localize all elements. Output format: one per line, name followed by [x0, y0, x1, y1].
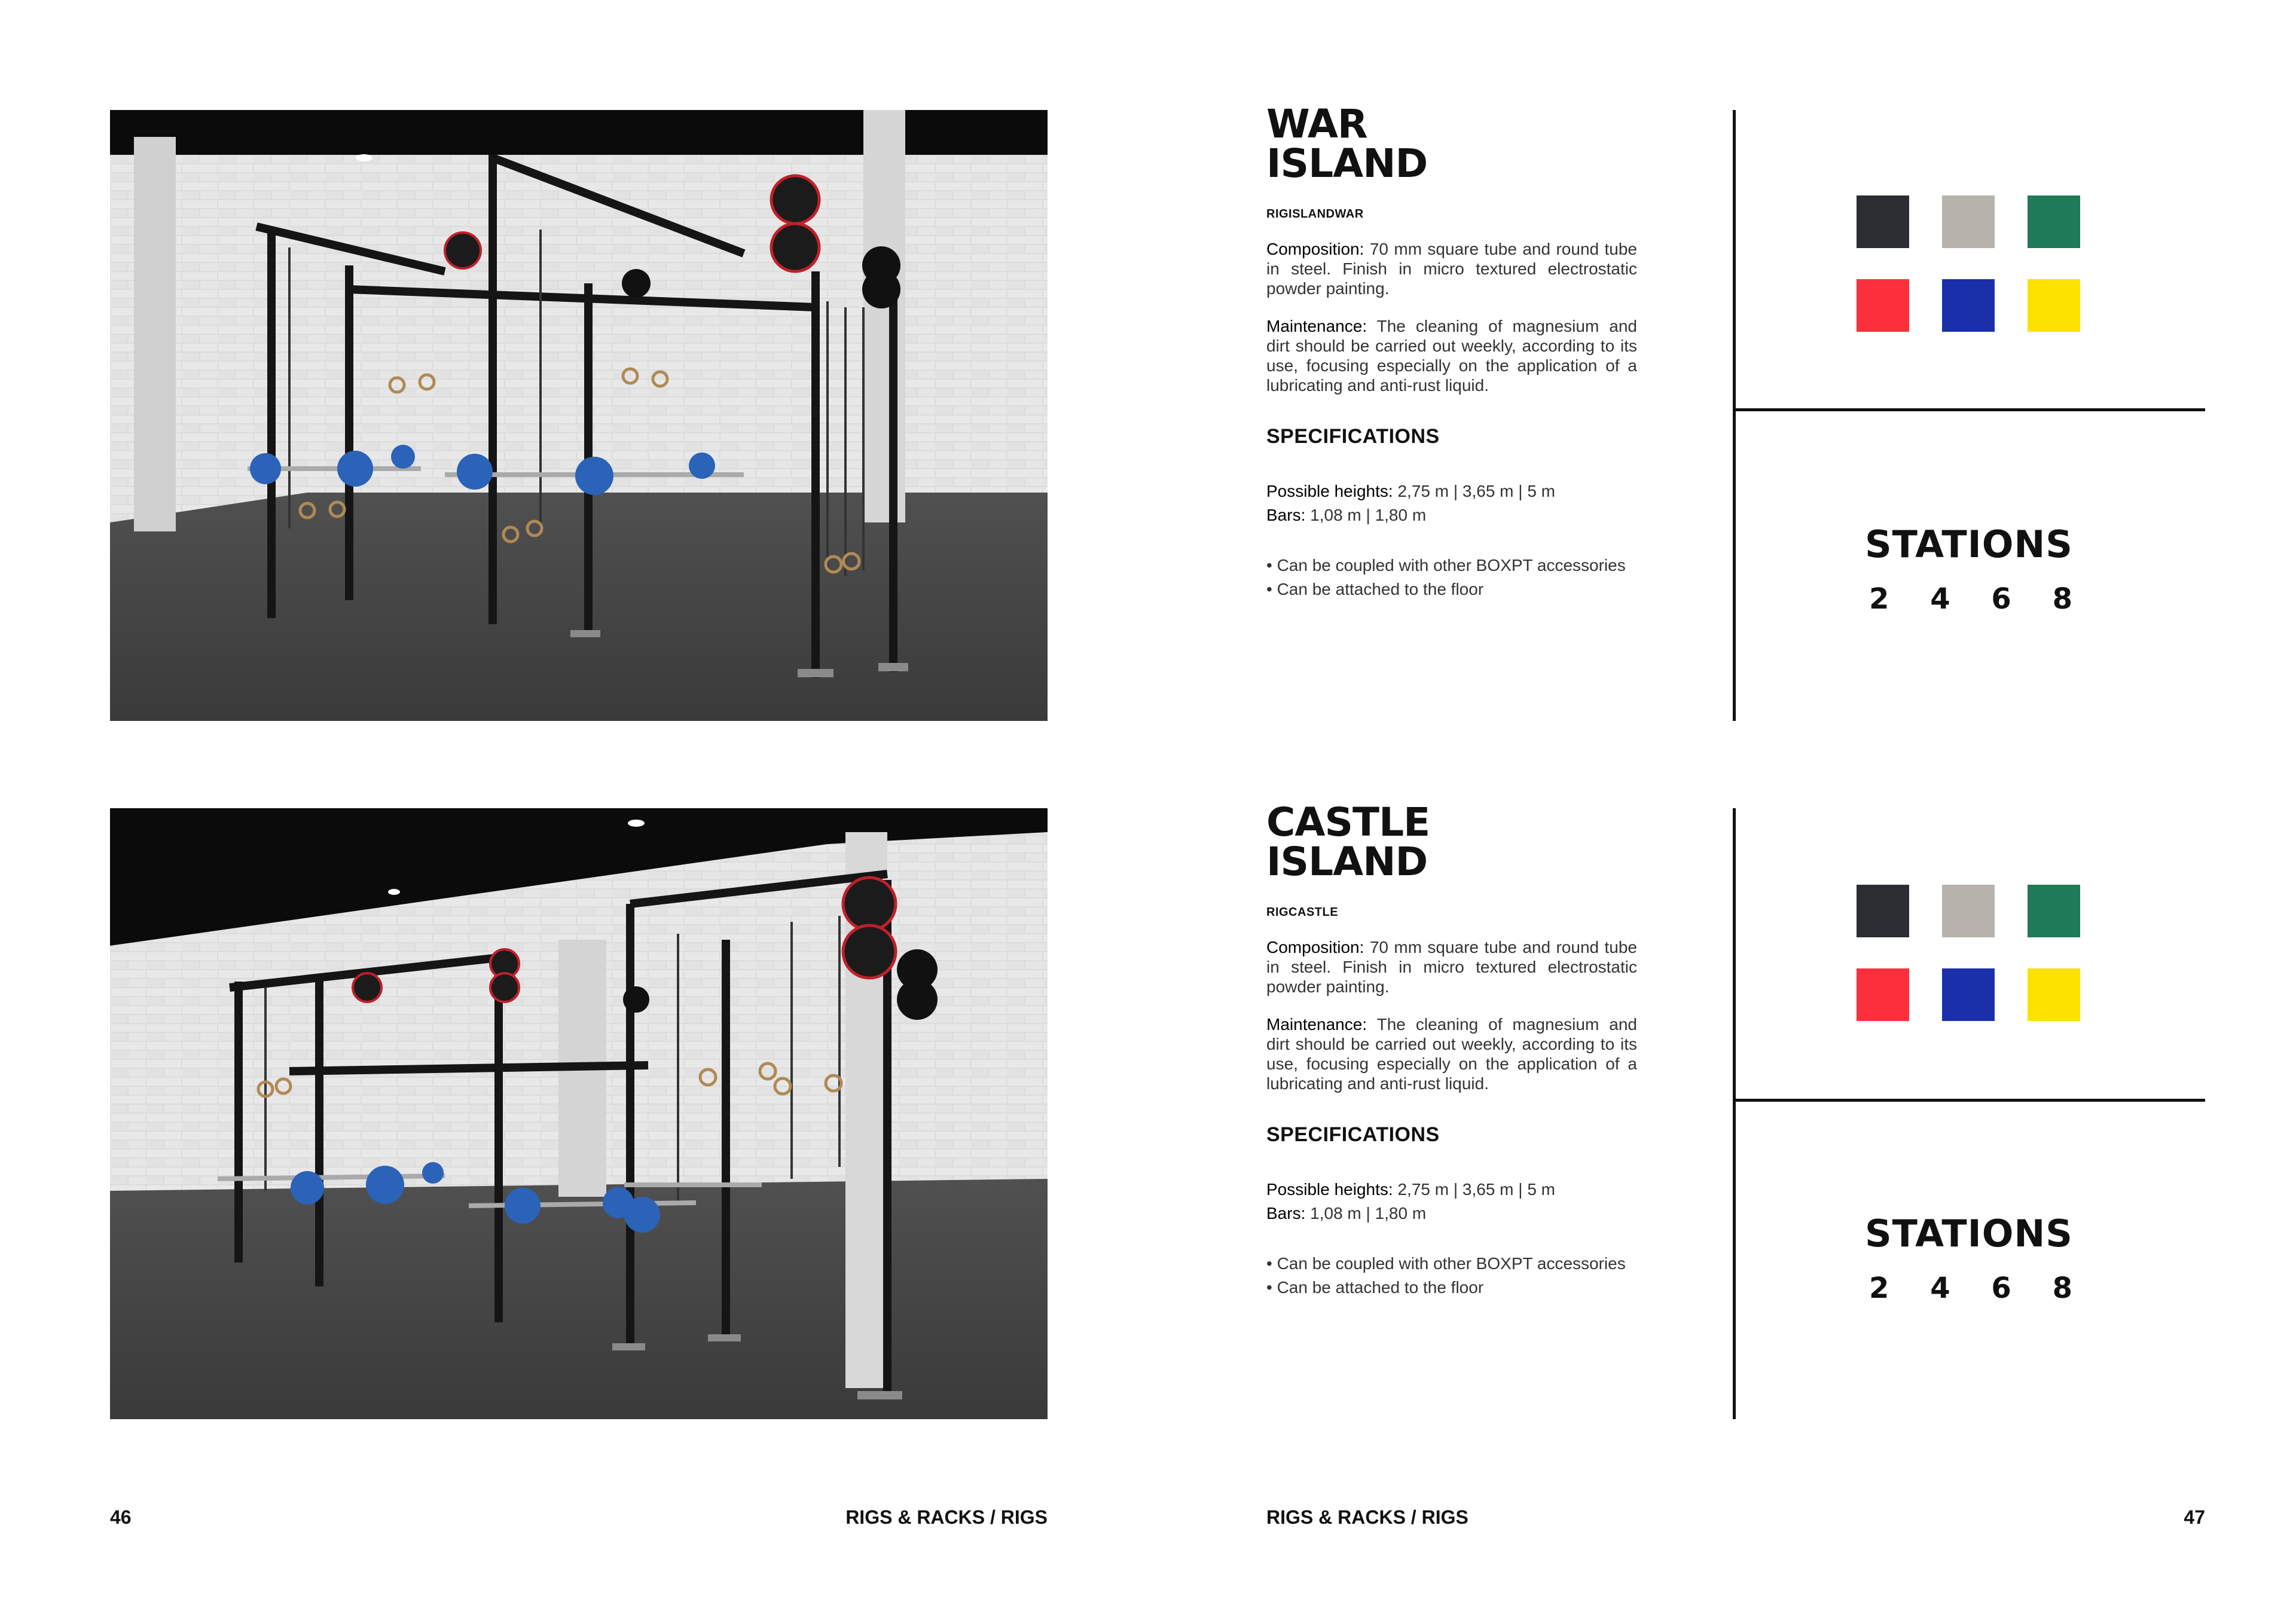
- maintenance-text: The cleaning of magnesium and dirt should be carried out weekly, according to its use, focusing especially on the application of a lubricating and anti-rust liquid.: [1266, 1015, 1637, 1093]
- heights-label: Possible heights:: [1266, 482, 1393, 500]
- divider-horizontal: [1733, 1099, 2205, 1102]
- composition-paragraph: [1266, 937, 1637, 997]
- station-count: 2: [1869, 582, 1889, 616]
- section-label-right: RIGS & RACKS / RIGS: [1266, 1506, 1468, 1528]
- color-swatch: [1857, 279, 1909, 332]
- feature-bullet: • Can be attached to the floor: [1266, 580, 1484, 598]
- product-photo-war-island: [110, 110, 1048, 721]
- composition-text: 70 mm square tube and round tube in steel. Finish in micro textured electrostatic powder painting.: [1266, 240, 1637, 298]
- product-title-line-1: CASTLE: [1266, 799, 1430, 845]
- color-swatch: [1942, 885, 1995, 937]
- station-count: 6: [1991, 1271, 2011, 1305]
- product-war-island: [0, 0, 2296, 616]
- color-swatch: [1857, 195, 1909, 248]
- specifications-list: [1266, 1178, 1637, 1225]
- maintenance-label: Maintenance:: [1266, 317, 1367, 335]
- bars-line: [1266, 1202, 1637, 1225]
- heights-value: 2,75 m | 3,65 m | 5 m: [1393, 482, 1556, 500]
- color-swatch: [1857, 885, 1909, 937]
- bars-value: 1,08 m | 1,80 m: [1305, 506, 1427, 524]
- maintenance-paragraph: [1266, 316, 1637, 395]
- composition-text: 70 mm square tube and round tube in steel. Finish in micro textured electrostatic powder painting.: [1266, 938, 1637, 996]
- product-title: [1266, 101, 1637, 187]
- section-label-left: RIGS & RACKS / RIGS: [845, 1506, 1048, 1528]
- page-number-right: 47: [2184, 1506, 2205, 1528]
- feature-bullet: • Can be coupled with other BOXPT accessories: [1266, 1254, 1626, 1273]
- heights-label: Possible heights:: [1266, 1180, 1393, 1199]
- product-title-line-2: ISLAND: [1266, 839, 1428, 885]
- product-title-line-1: WAR: [1266, 101, 1367, 147]
- station-count: 2: [1869, 1271, 1889, 1305]
- feature-bullet: • Can be attached to the floor: [1266, 1278, 1484, 1297]
- product-info-castle-island: [1266, 799, 1637, 1300]
- rig-render-illustration: [110, 808, 1048, 1419]
- station-count: 8: [2052, 582, 2072, 616]
- feature-bullets: [1266, 1252, 1637, 1300]
- bars-line: [1266, 503, 1637, 527]
- stations-title: STATIONS: [1865, 522, 2073, 566]
- color-swatch: [2028, 885, 2080, 937]
- divider-vertical: [1733, 110, 1736, 721]
- product-title-line-2: ISLAND: [1266, 140, 1428, 187]
- product-photo-castle-island: [110, 808, 1048, 1419]
- color-swatch: [2028, 195, 2080, 248]
- heights-line: [1266, 479, 1637, 503]
- composition-label: Composition:: [1266, 938, 1364, 956]
- bars-label: Bars:: [1266, 506, 1306, 524]
- specifications-list: [1266, 479, 1637, 527]
- station-count: 4: [1930, 582, 1950, 616]
- options-panel-castle-island: [1733, 808, 2205, 1419]
- station-count: 6: [1991, 582, 2011, 616]
- color-swatch: [1942, 968, 1995, 1021]
- divider-horizontal: [1733, 408, 2205, 411]
- specifications-title: SPECIFICATIONS: [1266, 425, 1440, 448]
- options-panel-war-island: [1733, 110, 2205, 721]
- composition-label: Composition:: [1266, 240, 1364, 258]
- maintenance-text: The cleaning of magnesium and dirt should be carried out weekly, according to its use, focusing especially on the application of a lubricating and anti-rust liquid.: [1266, 317, 1637, 395]
- stations-options: [1869, 1271, 2072, 1305]
- rig-render-illustration: [110, 110, 1048, 721]
- page-number-left: 46: [110, 1506, 132, 1528]
- station-count: 4: [1930, 1271, 1950, 1305]
- specifications-title: SPECIFICATIONS: [1266, 1123, 1440, 1146]
- color-swatch: [1942, 279, 1995, 332]
- product-info-war-island: [1266, 101, 1637, 601]
- feature-bullet: • Can be coupled with other BOXPT accessories: [1266, 556, 1626, 574]
- bars-label: Bars:: [1266, 1204, 1306, 1222]
- color-swatch: [2028, 968, 2080, 1021]
- stations-options: [1869, 582, 2072, 616]
- color-swatch: [2028, 279, 2080, 332]
- color-swatch: [1857, 968, 1909, 1021]
- composition-paragraph: [1266, 239, 1637, 298]
- heights-value: 2,75 m | 3,65 m | 5 m: [1393, 1180, 1556, 1199]
- divider-vertical: [1733, 808, 1736, 1419]
- color-swatch: [1942, 195, 1995, 248]
- maintenance-label: Maintenance:: [1266, 1015, 1367, 1034]
- station-count: 8: [2052, 1271, 2072, 1305]
- product-title: [1266, 799, 1637, 885]
- product-castle-island: [0, 698, 2296, 1314]
- feature-bullets: [1266, 554, 1637, 601]
- product-code: RIGCASTLE: [1266, 906, 1339, 919]
- stations-title: STATIONS: [1865, 1212, 2073, 1255]
- bars-value: 1,08 m | 1,80 m: [1305, 1204, 1427, 1222]
- maintenance-paragraph: [1266, 1014, 1637, 1093]
- product-code: RIGISLANDWAR: [1266, 207, 1364, 221]
- heights-line: [1266, 1178, 1637, 1202]
